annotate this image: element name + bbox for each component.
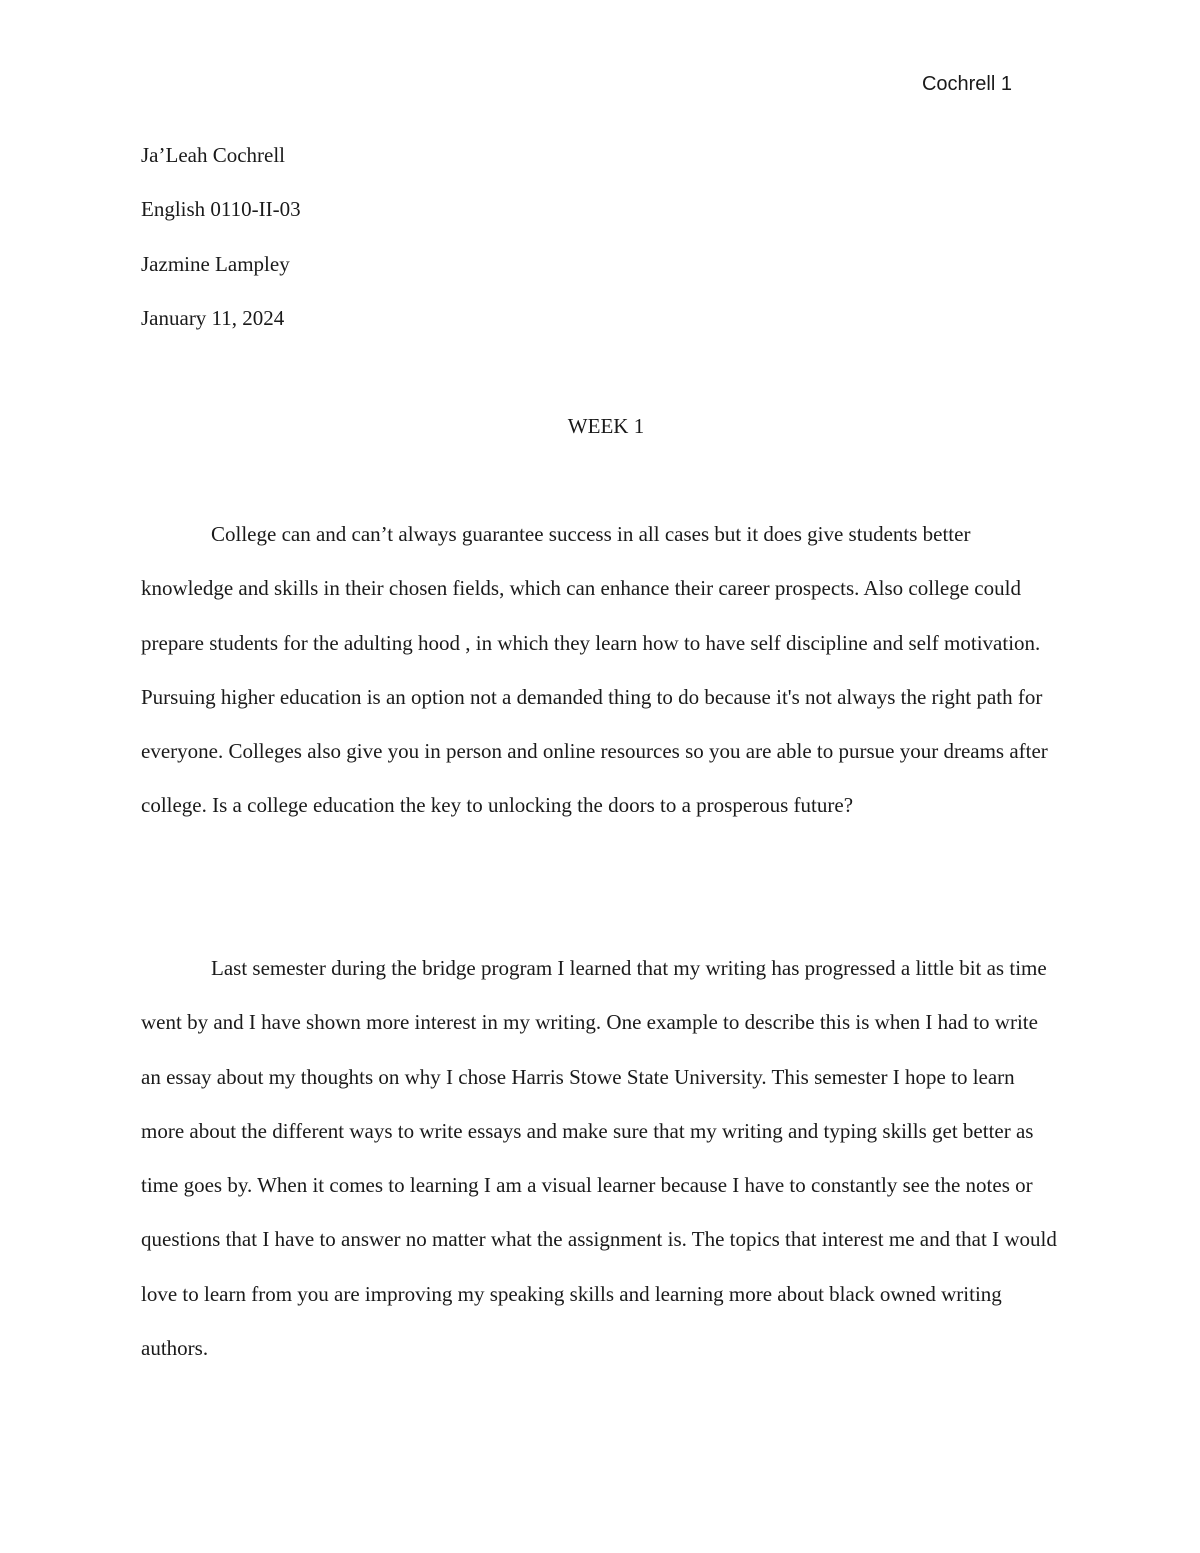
running-head: Cochrell 1 xyxy=(921,73,1012,95)
course-name: English 0110-II-03 xyxy=(141,197,301,222)
student-name: Ja’Leah Cochrell xyxy=(141,143,286,167)
body-paragraph-1: College can and can’t always guarantee success in all cases but it does give students better knowledge and skills in their chosen fields, which can enhance their career prospects. Also college could prepare students for the adulting hood , in which they learn how to have self discipline and self motivation. Pursuing higher education is an option not a demanded thing to do because it's not always the right path for everyone. Colleges also give you in person and online resources so you are able to pursue your dreams after college. Is a college education the key to unlocking the doors to a prosperous future? xyxy=(141,522,1048,818)
document-date: January 11, 2024 xyxy=(141,305,285,330)
student-heading-block xyxy=(141,141,301,358)
document-title: WEEK 1 xyxy=(567,414,645,438)
body-paragraph-2: Last semester during the bridge program I learned that my writing has progressed a little bit as time went by and I have shown more interest in my writing. One example to describe this is when I had to write an essay about my thoughts on why I chose Harris Stowe State University. This semester I hope to learn more about the different ways to write essays and make sure that my writing and typing skills get better as time goes by. When it comes to learning I am a visual learner because I have to constantly see the notes or questions that I have to answer no matter what the assignment is. The topics that interest me and that I would love to learn from you are improving my speaking skills and learning more about black owned writing authors. xyxy=(141,956,1057,1361)
instructor-name: Jazmine Lampley xyxy=(141,251,290,276)
